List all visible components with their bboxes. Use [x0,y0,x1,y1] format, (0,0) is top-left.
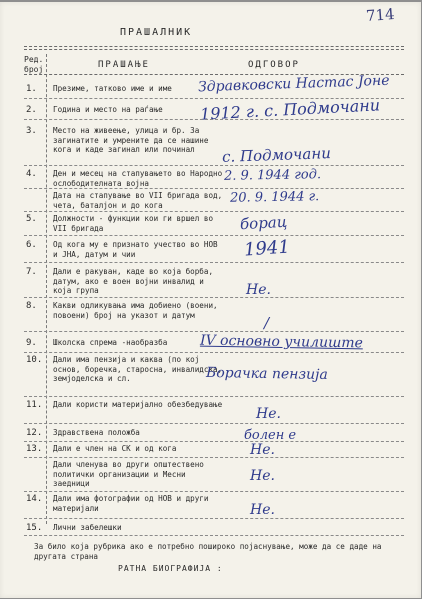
row-divider [24,165,404,166]
question-text: Должности - функции кои ги вршел во VII бригада [53,214,214,233]
row-number: 1. [26,84,37,94]
answer-text: Не. [250,442,275,458]
answer-text: с. Подмочани [221,144,332,166]
row-number: 14. [26,494,43,504]
row-number: 11. [26,400,43,410]
question-text: Дали е член на СК и од кога [53,444,177,453]
row-number: 15. [26,523,43,533]
row-number: 13. [26,444,43,454]
row-divider [24,211,404,212]
answer-text: Не. [256,406,281,422]
row-number: 12. [26,428,43,438]
answer-text: Не. [250,468,275,484]
row-divider [24,535,404,536]
answer-text: Не. [250,502,275,518]
question-text: Дали користи материјално обезбедување [53,400,223,409]
divider-top [24,46,404,47]
row-divider [24,297,404,298]
answer-text: Здравковски Настас Јоне [197,72,390,96]
header-number: Ред. број [24,55,44,74]
row-divider [24,441,404,442]
question-text: Дата на стапување во VII бригада вод, чета, баталјон и до кога [53,191,223,210]
question-text: Презиме, татково име и име [53,84,172,93]
question-text: Какви одликувања има добиено (воени, повоени) број на указот и датум [53,301,218,320]
question-text: Од кога му е признато учество во НОВ и ЈНА, датум и чии [53,240,218,259]
answer-text: болен е [244,428,297,443]
question-text: Лични забелешки [53,523,122,532]
page-number: 714 [365,5,396,25]
row-divider [24,262,404,263]
answer-text: Не. [246,282,271,298]
question-text: Дали има пензија и каква (по кој основ, боречка, старосна, инвалидска, земјоделска и сл. [53,355,223,383]
row-number: 10. [26,355,43,365]
answer-text: 1941 [243,236,291,261]
row-number: 5. [26,214,37,224]
row-number: 3. [26,126,37,136]
row-number: 9. [26,338,37,348]
header-answer: ОДГОВОР [248,60,300,70]
row-divider [24,423,404,424]
row-number: 4. [26,169,37,179]
question-text: Година и место на раѓање [53,105,163,114]
answer-text: 2. 9. 1944 год. [223,167,322,184]
footer-note: За било која рубрика ако е потребно пошироко појаснување, може да се даде на другата страна [34,542,382,561]
row-number: 2. [26,105,37,115]
header-question: ПРАШАЊЕ [98,60,150,70]
question-text: Дали има фотографии од НОВ и други материјали [53,494,209,513]
question-text: Дали членува во други општествено политички организации и Месни заедници [53,460,204,488]
row-divider [24,457,404,458]
answer-text: Борачка пензија [205,364,328,384]
question-text: Школска спрема -наобразба [53,338,168,347]
row-divider [24,352,404,353]
answer-text: борац [239,212,288,234]
answer-text: / [264,314,270,332]
answer-text: 1912 г. с. Подмочани [199,95,381,124]
row-divider [24,491,404,492]
row-divider [24,235,404,236]
questionnaire-sheet [0,2,421,598]
question-text: Здравствена положба [53,428,140,437]
row-number: 7. [26,267,37,277]
divider-top-2 [24,49,404,50]
row-divider [24,119,404,120]
question-text: Место на живеење, улица и бр. За загинатите и умрените да се нашине кога и каде загинал или починал [53,126,209,154]
row-divider [24,518,404,519]
form-title: ПРАШАЛНИК [120,27,193,38]
row-number: 8. [26,301,37,311]
column-divider [46,54,47,524]
row-divider [24,188,404,189]
bio-label: РАТНА БИОГРАФИЈА : [118,564,223,573]
row-divider [24,396,404,397]
answer-text: IV основно училиште [199,332,363,352]
question-text: Дали е ракуван, каде во која борба, датум, ако е воен војни инвалид и која група [53,267,214,295]
question-text: Ден и месец на стапувањето во Народно ослободителната војна [53,169,223,188]
row-number: 6. [26,240,37,250]
answer-text: 20. 9. 1944 г. [229,189,320,206]
